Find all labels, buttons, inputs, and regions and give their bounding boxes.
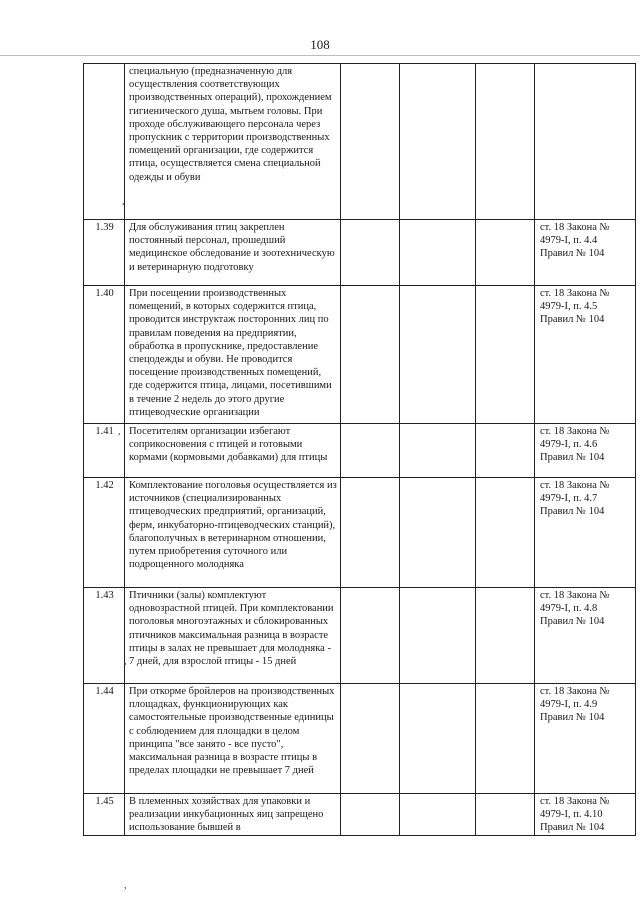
table-row — [84, 588, 636, 684]
answer-cell — [476, 794, 535, 836]
scan-mark: , — [118, 426, 121, 437]
answer-cell — [476, 220, 535, 286]
requirements-table — [83, 63, 636, 836]
table-row — [84, 220, 636, 286]
answer-cell — [400, 684, 476, 794]
row-number — [84, 64, 125, 220]
answer-cell — [476, 286, 535, 424]
answer-cell — [341, 424, 400, 478]
scan-mark: , — [124, 656, 127, 667]
answer-cell — [400, 588, 476, 684]
answer-cell — [476, 64, 535, 220]
answer-cell — [476, 478, 535, 588]
table-row — [84, 794, 636, 836]
answer-cell — [400, 794, 476, 836]
answer-cell — [476, 424, 535, 478]
legal-reference: ст. 18 Закона № 4979-I, п. 4.5 Правил № 104 — [535, 286, 636, 424]
requirement-text: Посетителям организации избегают соприкосновения с птицей и готовыми кормами (кормовыми добавками) для птицы — [125, 424, 341, 478]
row-number: 1.40 — [84, 286, 125, 424]
legal-reference: ст. 18 Закона № 4979-I, п. 4.4 Правил № 104 — [535, 220, 636, 286]
answer-cell — [476, 588, 535, 684]
table-row — [84, 684, 636, 794]
page-number: 108 — [310, 37, 330, 52]
legal-reference: ст. 18 Закона № 4979-I, п. 4.6 Правил № 104 — [535, 424, 636, 478]
row-number: 1.39 — [84, 220, 125, 286]
requirement-text: Комплектование поголовья осуществляется из источников (специализированных птицеводческих предприятий, организаций, ферм, инкубаторно-птицеводческих станций), благополучных в ветеринарном отношении, путем приобретения суточного или подрощенного молодняка — [125, 478, 341, 588]
answer-cell — [341, 478, 400, 588]
answer-cell — [341, 64, 400, 220]
row-number: 1.42 — [84, 478, 125, 588]
scan-mark: , — [122, 196, 125, 207]
answer-cell — [400, 220, 476, 286]
row-number: 1.45 — [84, 794, 125, 836]
requirement-text: При посещении производственных помещений, в которых содержится птица, проводится инструктаж посторонних лиц по правилам поведения на предприятии, обработка в пропускнике, предоставление спецодежды и обуви. Не проводится посещение производственных помещений, где содержится птица, лицами, посетившими в течение 2 недель до этого другие птицеводческие организации — [125, 286, 341, 424]
scan-mark: , — [124, 880, 127, 891]
answer-cell — [341, 220, 400, 286]
requirement-text: В племенных хозяйствах для упаковки и реализации инкубационных яиц запрещено использование бывшей в — [125, 794, 341, 836]
answer-cell — [400, 424, 476, 478]
row-number: 1.44 — [84, 684, 125, 794]
table-row — [84, 424, 636, 478]
answer-cell — [341, 286, 400, 424]
row-number: 1.41 — [84, 424, 125, 478]
requirement-text: специальную (предназначенную для осуществления соответствующих производственных операций), прохождением гигиенического душа, мытьем головы. При проходе обслуживающего персонала через пропускник с территории производственных помещений организации, где содержится птица, осуществляется смена специальной одежды и обуви — [125, 64, 341, 220]
requirement-text: При откорме бройлеров на производственных площадках, функционирующих как самостоятельные производственные единицы с соблюдением для площадки в целом принципа "все занято - все пусто", максимальная разница в возрасте птицы в пределах площадки не превышает 7 дней — [125, 684, 341, 794]
answer-cell — [341, 794, 400, 836]
legal-reference — [535, 64, 636, 220]
answer-cell — [341, 588, 400, 684]
answer-cell — [400, 478, 476, 588]
table-row — [84, 478, 636, 588]
requirement-text: Для обслуживания птиц закреплен постоянный персонал, прошедший медицинское обследование и зоотехническую и ветеринарную подготовку — [125, 220, 341, 286]
legal-reference: ст. 18 Закона № 4979-I, п. 4.8 Правил № 104 — [535, 588, 636, 684]
table-row — [84, 286, 636, 424]
answer-cell — [476, 684, 535, 794]
table-row — [84, 64, 636, 220]
header-rule — [0, 55, 640, 56]
answer-cell — [400, 286, 476, 424]
answer-cell — [400, 64, 476, 220]
answer-cell — [341, 684, 400, 794]
legal-reference: ст. 18 Закона № 4979-I, п. 4.9 Правил № 104 — [535, 684, 636, 794]
row-number: 1.43 — [84, 588, 125, 684]
legal-reference: ст. 18 Закона № 4979-I, п. 4.7 Правил № 104 — [535, 478, 636, 588]
requirement-text: Птичники (залы) комплектуют одновозрастной птицей. При комплектовании поголовья многоэтажных и сблокированных птичников максимальная разница в возрасте птицы в залах не превышает для молодняка - 7 дней, для взрослой птицы - 15 дней — [125, 588, 341, 684]
legal-reference: ст. 18 Закона № 4979-I, п. 4.10 Правил № 104 — [535, 794, 636, 836]
